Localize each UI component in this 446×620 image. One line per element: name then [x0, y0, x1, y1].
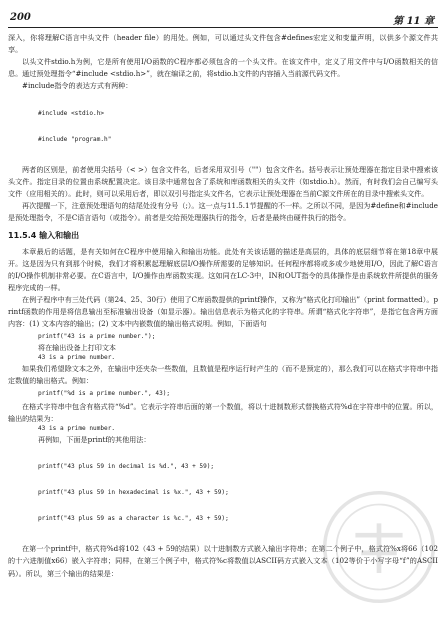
header-rule	[8, 27, 438, 28]
paragraph: #include指令的表达方式有两种：	[22, 81, 133, 91]
code-line: printf("%d is a prime number.", 43);	[38, 389, 171, 397]
running-header	[8, 12, 438, 28]
paragraph: 在第一个printf中，格式符%d将102（43 + 59的结果）以十进制数方式嵌入输出字符串；在第二个例子中，格式符%x将66（102的十六进制值x66）嵌入字符串；同样，在第三个例子中，格式符%c将数值以ASCII码方式嵌入文本（102等价于小写字母“f”的ASCII码）。所以，第三个输出的结果是：	[8, 544, 438, 578]
page-number: 200	[10, 12, 31, 23]
paragraph: 如果我们希望除文本之外，在输出中还夹杂一些数值，且数值是程序运行时产生的（而不是预定的），那么我们可以在格式字符串中指定数值的输出格式。例如：	[8, 363, 438, 385]
section-heading: 11.5.4 输入和输出	[8, 230, 80, 240]
code-line: #include "program.h"	[38, 135, 112, 143]
code-line: 43 is a prime number.	[38, 424, 116, 432]
paragraph: 两者的区别是，前者使用尖括号（< >）包含文件名，后者采用双引号（""）包含文件名。括号表示让预处理器在指定目录中搜索该头文件。指定目录的位置由系统配置决定。该目录中通常包含了系统和库函数相关的头文件（如stdio.h）。然而，有时我们会自己编写头文件（应用相关的）。此时，则可以采用后者，即以双引号指定头文件名，它表示让预处理器在当前C源文件所在的目录中搜索头文件。	[8, 165, 438, 199]
code-line: printf("43 plus 59 in hexadecimal is %x.", 43 + 59);	[38, 489, 229, 497]
paragraph: 再次提醒一下，注意预处理语句的结尾处没有分号（;）。这一点与11.5.1节提醒的不一样。之所以不同，是因为#define和#include是预处理指令，不是C语言语句（或指令）。前者是交给预处理器执行的指令，后者是最终由硬件执行的指令。	[8, 201, 438, 223]
paragraph: 以头文件stdio.h为例，它是所有使用I/O函数的C程序都必须包含的一个头文件。在该文件中，定义了用文件中与I/O函数相关的信息。通过预处理指令“#include <stdio.h>”，就在编译之前，将stdio.h文件的内容插入当前源代码文件。	[8, 57, 438, 79]
paragraph: 在格式字符串中包含有格式符“%d”。它表示字符串后面的第一个数值，将以十进制数形式替换格式符%d在字符串中的位置。所以，输出的结果为：	[8, 401, 438, 423]
code-line: printf("43 is a prime number.");	[38, 333, 156, 341]
code-line: 43 is a prime number.	[38, 354, 116, 362]
code-line: #include <stdio.h>	[38, 109, 105, 117]
code-line: printf("43 plus 59 as a character is %c.", 43 + 59);	[38, 515, 229, 523]
paragraph: 本章最后的话题，是有关如何在C程序中使用输入和输出功能。此处有关该话题的描述是高层的，具体的底层细节将在第18章中展开。这是因为只有到那个时候，我们才将积累起理解底层I/O操作所需要的足够知识。任何程序都将或多或少地使用I/O，因此了解C语言的I/O操作机制非常必要。在C语言中，I/O操作由库函数实现。这如同在LC-3中，IN和OUT指令的具体操作是由系统软件所提供的服务程序完成的一样。	[8, 246, 438, 292]
code-line: printf("43 plus 59 in decimal is %d.", 43 + 59);	[38, 463, 215, 470]
watermark-seal-icon	[320, 488, 438, 606]
paragraph: 深入，你将理解C语言中头文件（header file）的用处。例如，可以通过头文件包含#defines宏定义和变量声明，以供多个源文件共享。	[8, 33, 438, 55]
paragraph: 在例子程序中有三处代码（第24、25、30行）使用了C库函数提供的printf操作，又称为“格式化打印输出”（print formatted）。printf函数的作用是将信息输出至标准输出设备（如显示器）。输出信息表示为格式化的字符串。所谓“格式化字符串”，是指它包含两方面内容：(1) 文本内容的输出；(2) 文本中内嵌数值的输出格式说明。例如，下面语句	[8, 294, 438, 329]
code-block	[8, 92, 438, 162]
text-line: 将在输出设备上打印文本	[38, 342, 117, 352]
text-line: 再例如，下面是printf的其他用法：	[38, 434, 151, 444]
chapter-label: 第 11 章	[393, 16, 434, 27]
